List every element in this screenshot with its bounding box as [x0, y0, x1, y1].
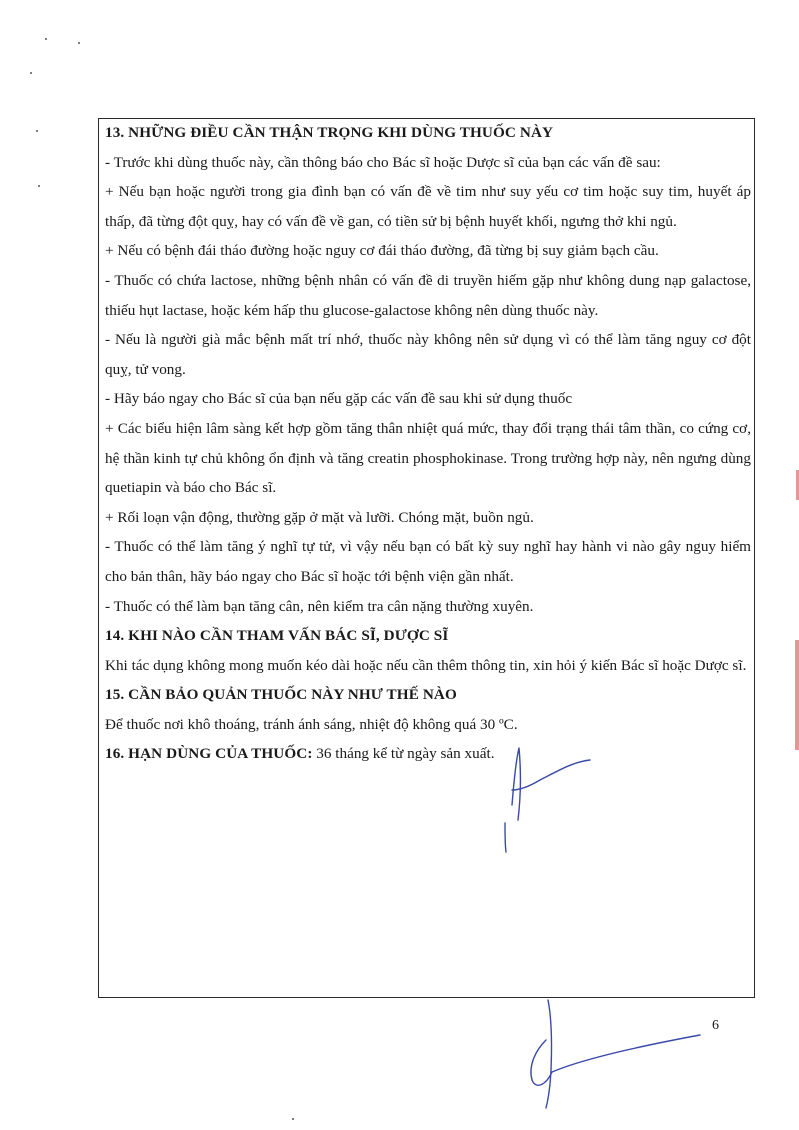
section-13-line: - Thuốc có thể làm tăng ý nghĩ tự tử, vì vậy nếu bạn có bất kỳ suy nghĩ hay hành vi nào gây nguy hiểm cho bản thân, hãy báo ngay cho Bác sĩ hoặc tới bệnh viện gần nhất. [105, 538, 751, 585]
section-13-heading: 13. NHỮNG ĐIỀU CẦN THẬN TRỌNG KHI DÙNG THUỐC NÀY [105, 124, 554, 141]
section-13-line: + Rối loạn vận động, thường gặp ở mặt và lưỡi. Chóng mặt, buồn ngủ. [105, 508, 534, 526]
section-16-text: 36 tháng kể từ ngày sản xuất. [312, 745, 495, 763]
section-13-line: - Nếu là người già mắc bệnh mất trí nhớ, thuốc này không nên sử dụng vì có thể làm tăng nguy cơ đột quỵ, tử vong. [105, 331, 751, 378]
section-13-line: - Hãy báo ngay cho Bác sĩ của bạn nếu gặp các vấn đề sau khi sử dụng thuốc [105, 390, 573, 408]
section-13-line: + Nếu bạn hoặc người trong gia đình bạn có vấn đề về tim như suy yếu cơ tim hoặc suy tim, huyết áp thấp, đã từng đột quỵ, hay có vấn đề về gan, có tiền sử bị bệnh huyết khối, ngưng thở khi ngủ. [105, 183, 751, 230]
section-13-line: - Thuốc có thể làm bạn tăng cân, nên kiểm tra cân nặng thường xuyên. [105, 597, 534, 615]
page-number: 6 [712, 1018, 719, 1033]
section-15-text: Để thuốc nơi khô thoáng, tránh ánh sáng, nhiệt độ không quá 30 ºC. [105, 715, 518, 733]
section-16-heading: 16. HẠN DÙNG CỦA THUỐC: [105, 745, 313, 763]
section-14-text: Khi tác dụng không mong muốn kéo dài hoặc nếu cần thêm thông tin, xin hỏi ý kiến Bác sĩ hoặc Dược sĩ. [105, 656, 747, 674]
section-13-line: + Nếu có bệnh đái tháo đường hoặc nguy cơ đái tháo đường, đã từng bị suy giảm bạch cầu. [105, 242, 659, 260]
section-14-heading: 14. KHI NÀO CẦN THAM VẤN BÁC SĨ, DƯỢC SĨ [105, 627, 449, 645]
section-13-line: - Trước khi dùng thuốc này, cần thông báo cho Bác sĩ hoặc Dược sĩ của bạn các vấn đề sau: [105, 153, 661, 171]
section-13-line: - Thuốc có chứa lactose, những bệnh nhân có vấn đề di truyền hiếm gặp như không dung nạp galactose, thiếu hụt lactase, hoặc kém hấp thu glucose-galactose không nên dùng thuốc này. [105, 271, 751, 319]
section-15-heading: 15. CẦN BẢO QUẢN THUỐC NÀY NHƯ THẾ NÀO [105, 686, 457, 704]
section-13-line: + Các biểu hiện lâm sàng kết hợp gồm tăng thân nhiệt quá mức, thay đổi trạng thái tâm thần, co cứng cơ, hệ thần kinh tự chủ không ổn định và tăng creatin phosphokinase. Trong trường hợp này, nên ngưng dùng quetiapin và báo cho Bác sĩ. [105, 419, 751, 497]
